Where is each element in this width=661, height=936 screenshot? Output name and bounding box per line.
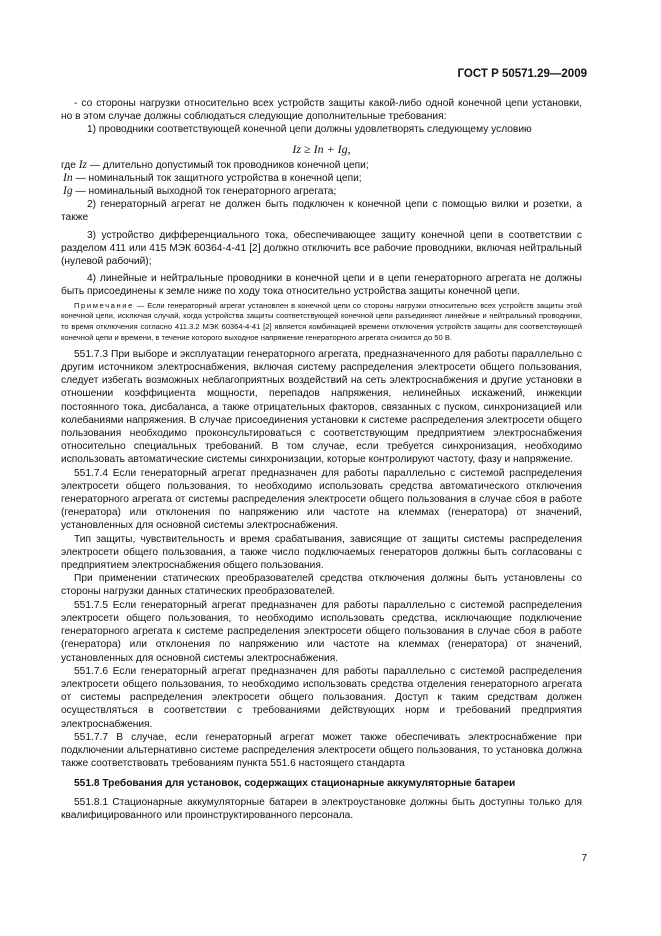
definition-symbol: In	[63, 171, 73, 184]
definition-text: — номинальный выходной ток генераторного агрегата;	[75, 186, 337, 198]
page-number: 7	[581, 853, 587, 864]
definition-row	[61, 172, 582, 185]
paragraph: Тип защиты, чувствительность и время срабатывания, зависящие от защиты системы распределения электросети общего пользования, а также число подключаемых генераторов должны быть согласованы с предприятием электроснабжения общего пользования.	[61, 533, 582, 572]
note-text: — Если генераторный агрегат установлен в конечной цепи со стороны нагрузки относительно всех устройств защиты этой конечной цепи, исключая случай, когда устройства защиты соответствующей конечной цепи разъединяют линейные и нейтральный проводники, то время отключения согласно 411.3.2 МЭК 60364-4-41 [2] является комбинацией времени отключения устройств защиты для соответствующей конечной цепи и времени, в течение которого выходное напряжение генераторного агрегата снизится до 50 В.	[61, 300, 582, 343]
note	[61, 301, 582, 344]
note-label: Примечание	[74, 300, 134, 310]
list-item: 2) генераторный агрегат не должен быть подключен к конечной цепи с помощью вилки и розетки, а также	[61, 199, 582, 224]
paragraph: 551.8.1 Стационарные аккумуляторные батареи в электроустановке должны быть доступны только для квалифицированного или проинструктированного персонала.	[61, 796, 582, 821]
definition-text: — номинальный ток защитного устройства в конечной цепи;	[75, 172, 362, 184]
formula: Iz ≥ In + Ig,	[292, 141, 351, 156]
list-item: 4) линейные и нейтральные проводники в конечной цепи и в цепи генераторного агрегата не должны быть присоединены к земле ниже по ходу тока относительно устройства защиты конечной цепи.	[61, 273, 582, 298]
definition-row	[61, 159, 582, 172]
paragraph: При применении статических преобразователей средства отключения должны быть установлены со стороны нагрузки данных статических преобразователей.	[61, 573, 582, 598]
paragraph: - со стороны нагрузки относительно всех устройств защиты какой-либо одной конечной цепи установки, но в этом случае должны соблюдаться следующие дополнительные требования:	[61, 98, 582, 123]
document-header: ГОСТ Р 50571.29—2009	[457, 68, 587, 80]
definition-row	[61, 185, 582, 198]
definition-symbol: Ig	[63, 185, 73, 198]
definition-lead: где	[61, 159, 76, 171]
definition-text: — длительно допустимый ток проводников конечной цепи;	[89, 159, 369, 171]
paragraph: 551.7.4 Если генераторный агрегат предназначен для работы параллельно с системой распределения электросети общего пользования, то необходимо использовать средства автоматического отключения генераторного агрегата от системы распределения электросети общего пользования в случае сбоя в работе (генератора) или отклонения по напряжению или частоте на клеммах (генератора) от значений, установленных для основной системы электроснабжения.	[61, 467, 582, 532]
paragraph: 551.7.6 Если генераторный агрегат предназначен для работы параллельно с системой распределения электросети общего пользования, то необходимо использовать средства отделения генераторного агрегата от системы распределения электросети общего пользования. Доступ к таким средствам должен осуществляться в соответствии с требованиями действующих норм и требований предприятия электроснабжения.	[61, 665, 582, 730]
list-item: 3) устройство дифференциального тока, обеспечивающее защиту конечной цепи в соответствии с разделом 411 или 415 МЭК 60364-4-41 [2] должно отключить все рабочие проводники, включая нейтральный (нулевой рабочий);	[61, 229, 582, 268]
document-body	[61, 97, 582, 822]
list-item: 1) проводники соответствующей конечной цепи должны удовлетворять следующему условию	[87, 124, 532, 136]
paragraph: 551.7.3 При выборе и эксплуатации генераторного агрегата, предназначенного для работы параллельно с другим источником электроснабжения, включая систему распределения электросети общего пользования, следует избегать возможных неблагоприятных воздействий на сеть электроснабжения и другие установки в отношении коэффициента мощности, перепадов напряжения, нелинейных искажений, инжекции постоянного тока, дисбаланса, а также отрицательных факторов, связанных с пуском, синхронизацией или колебаниями напряжения. В случае присоединения установки к системе распределения электросети общего пользования необходимо проконсультироваться с соответствующим предприятием электроснабжения относительно специальных требований. В том случае, если требуется синхронизация, необходимо использовать автоматические системы синхронизации, которые контролируют частоту, фазу и напряжение.	[61, 348, 582, 466]
paragraph: 551.7.7 В случае, если генераторный агрегат может также обеспечивать электроснабжение при подключении альтернативно системе распределения электросети общего пользования, то установка должна также соответствовать требованиям пункта 551.6 настоящего стандарта	[61, 731, 582, 770]
paragraph: 551.7.5 Если генераторный агрегат предназначен для работы параллельно с системой распределения электросети общего пользования, то необходимо использовать средства, исключающие подключение генераторного агрегата к системе распределения электросети общего пользования в случае сбоя в работе (генератора) или отклонения по напряжению или частоте на клеммах (генератора) от значений, установленных для основной системы электроснабжения.	[61, 599, 582, 664]
section-heading: 551.8 Требования для установок, содержащих стационарные аккумуляторные батареи	[74, 778, 516, 790]
definition-symbol: Iz	[78, 158, 88, 171]
